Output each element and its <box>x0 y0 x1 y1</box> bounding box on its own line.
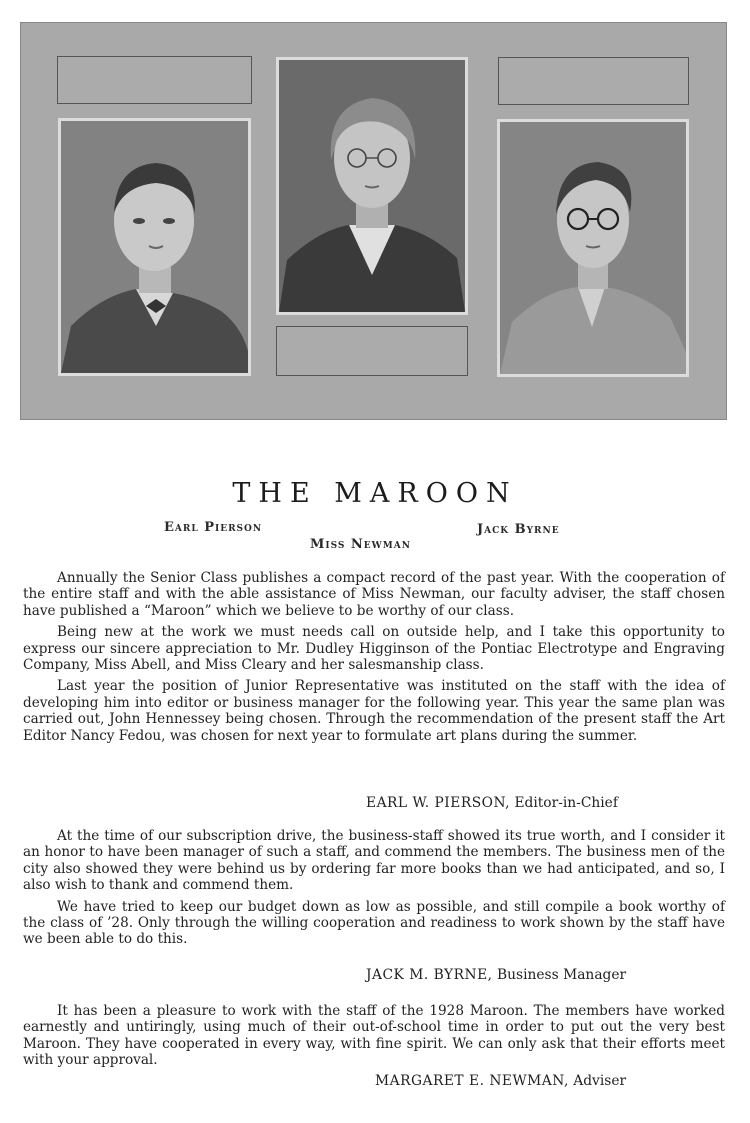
adviser-message <box>23 1003 725 1074</box>
portrait-jack-byrne <box>497 119 689 377</box>
editor-signature-role: Editor-in-Chief <box>514 795 618 811</box>
adviser-signature <box>375 1073 626 1089</box>
business-paragraph: At the time of our subscription drive, the business-staff showed its true worth, and I consider it an honor to have been manager of such a staff, and commend the members. The business men of the city also showed they were behind us by ordering far more books than we had anticipated, and so, I also wish to thank and commend them. <box>23 828 725 894</box>
caption-box-left <box>57 56 252 104</box>
editor-paragraph: Annually the Senior Class publishes a compact record of the past year. With the cooperation of the entire staff and with the able assistance of Miss Newman, our faculty adviser, the staff chosen have published a “Maroon” which we believe to be worthy of our class. <box>23 570 725 619</box>
adviser-paragraph: It has been a pleasure to work with the staff of the 1928 Maroon. The members have worked earnestly and untiringly, using much of their out-of-school time in order to put out the very best Maroon. They have cooperated in every way, with fine spirit. We can only ask that their efforts meet with your approval. <box>23 1003 725 1069</box>
editor-paragraph: Being new at the work we must needs call on outside help, and I take this opportunity to express our sincere appreciation to Mr. Dudley Higginson of the Pontiac Electrotype and Engraving Company, Miss Abell, and Miss Cleary and her salesmanship class. <box>23 624 725 674</box>
business-signature-name: JACK M. BYRNE, <box>366 967 493 983</box>
editor-signature-name: EARL W. PIERSON, <box>366 795 511 811</box>
portrait-man-right-image <box>500 122 686 374</box>
adviser-signature-name: MARGARET E. NEWMAN, <box>375 1073 569 1089</box>
portrait-miss-newman <box>276 57 468 315</box>
editor-signature <box>366 795 618 811</box>
business-signature <box>366 967 626 983</box>
editor-paragraph: Last year the position of Junior Representative was instituted on the staff with the idea of developing him into editor or business manager for the following year. This year the same plan was carried out, John Hennessey being chosen. Through the recommendation of the present staff the Art Editor Nancy Fedou, was chosen for next year to formulate art plans during the summer. <box>23 678 725 744</box>
staff-name-right: Jack Byrne <box>477 522 560 537</box>
portrait-man-left-image <box>61 121 248 373</box>
page-title: THE MAROON <box>232 478 518 509</box>
editor-message <box>23 570 725 749</box>
photo-panel <box>20 22 727 420</box>
business-paragraph: We have tried to keep our budget down as low as possible, and still compile a book worthy of the class of ’28. Only through the willing cooperation and readiness to work shown by the staff have we been able to do this. <box>23 898 725 948</box>
caption-box-right <box>498 57 689 105</box>
business-message <box>23 828 725 953</box>
staff-name-left: Earl Pierson <box>164 520 263 535</box>
business-signature-role: Business Manager <box>496 967 627 983</box>
portrait-earl-pierson <box>58 118 251 376</box>
caption-box-center <box>276 326 468 376</box>
portrait-woman-center-image <box>279 60 465 312</box>
adviser-signature-role: Adviser <box>573 1073 627 1089</box>
staff-name-center: Miss Newman <box>310 537 411 552</box>
